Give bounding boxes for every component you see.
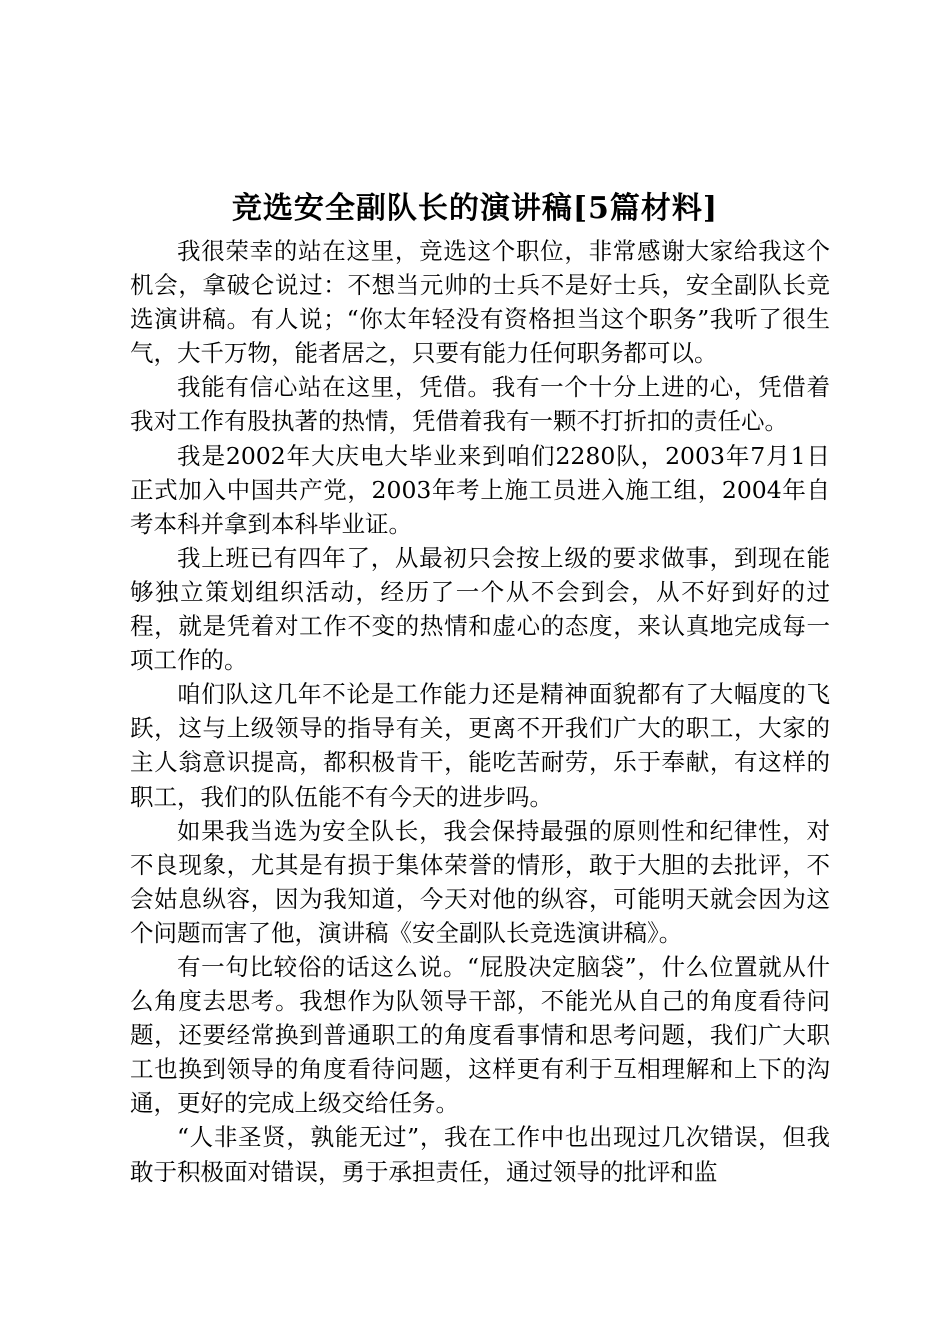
paragraph-8: “人非圣贤，孰能无过”，我在工作中也出现过几次错误，但我敢于积极面对错误，勇于承担责任，通过领导的批评和监 [130,1123,830,1186]
document-body [130,234,830,1189]
paragraph-7: 有一句比较俗的话这么说。“屁股决定脑袋”，什么位置就从什么角度去思考。我想作为队领导干部，不能光从自己的角度看待问题，还要经常换到普通职工的角度看事情和思考问题，我们广大职工也换到领导的角度看待问题，这样更有利于互相理解和上下的沟通，更好的完成上级交给任务。 [130,952,830,1118]
paragraph-2: 我能有信心站在这里，凭借。我有一个十分上进的心，凭借着我对工作有股执著的热情，凭借着我有一颗不打折扣的责任心。 [130,373,830,436]
paragraph-4: 我上班已有四年了，从最初只会按上级的要求做事，到现在能够独立策划组织活动，经历了一个从不会到会，从不好到好的过程，就是凭着对工作不变的热情和虚心的态度，来认真地完成每一项工作的。 [130,543,830,675]
paragraph-1: 我很荣幸的站在这里，竞选这个职位，非常感谢大家给我这个机会，拿破仑说过：不想当元帅的士兵不是好士兵，安全副队长竞选演讲稿。有人说；“你太年轻没有资格担当这个职务”我听了很生气，大千万物，能者居之，只要有能力任何职务都可以。 [130,237,830,368]
document-title: 竞选安全副队长的演讲稿[5篇材料] [231,191,719,226]
paragraph-3: 我是2002年大庆电大毕业来到咱们2280队，2003年7月1日正式加入中国共产党，2003年考上施工员进入施工组，2004年自考本科并拿到本科毕业证。 [130,441,830,538]
paragraph-5: 咱们队这几年不论是工作能力还是精神面貌都有了大幅度的飞跃，这与上级领导的指导有关，更离不开我们广大的职工，大家的主人翁意识提高，都积极肯干，能吃苦耐劳，乐于奉献，有这样的职工，我们的队伍能不有今天的进步吗。 [130,680,830,811]
paragraph-6: 如果我当选为安全队长，我会保持最强的原则性和纪律性，对不良现象，尤其是有损于集体荣誉的情形，敢于大胆的去批评，不会姑息纵容，因为我知道，今天对他的纵容，可能明天就会因为这个问题而害了他，演讲稿《安全副队长竞选演讲稿》。 [130,816,830,947]
